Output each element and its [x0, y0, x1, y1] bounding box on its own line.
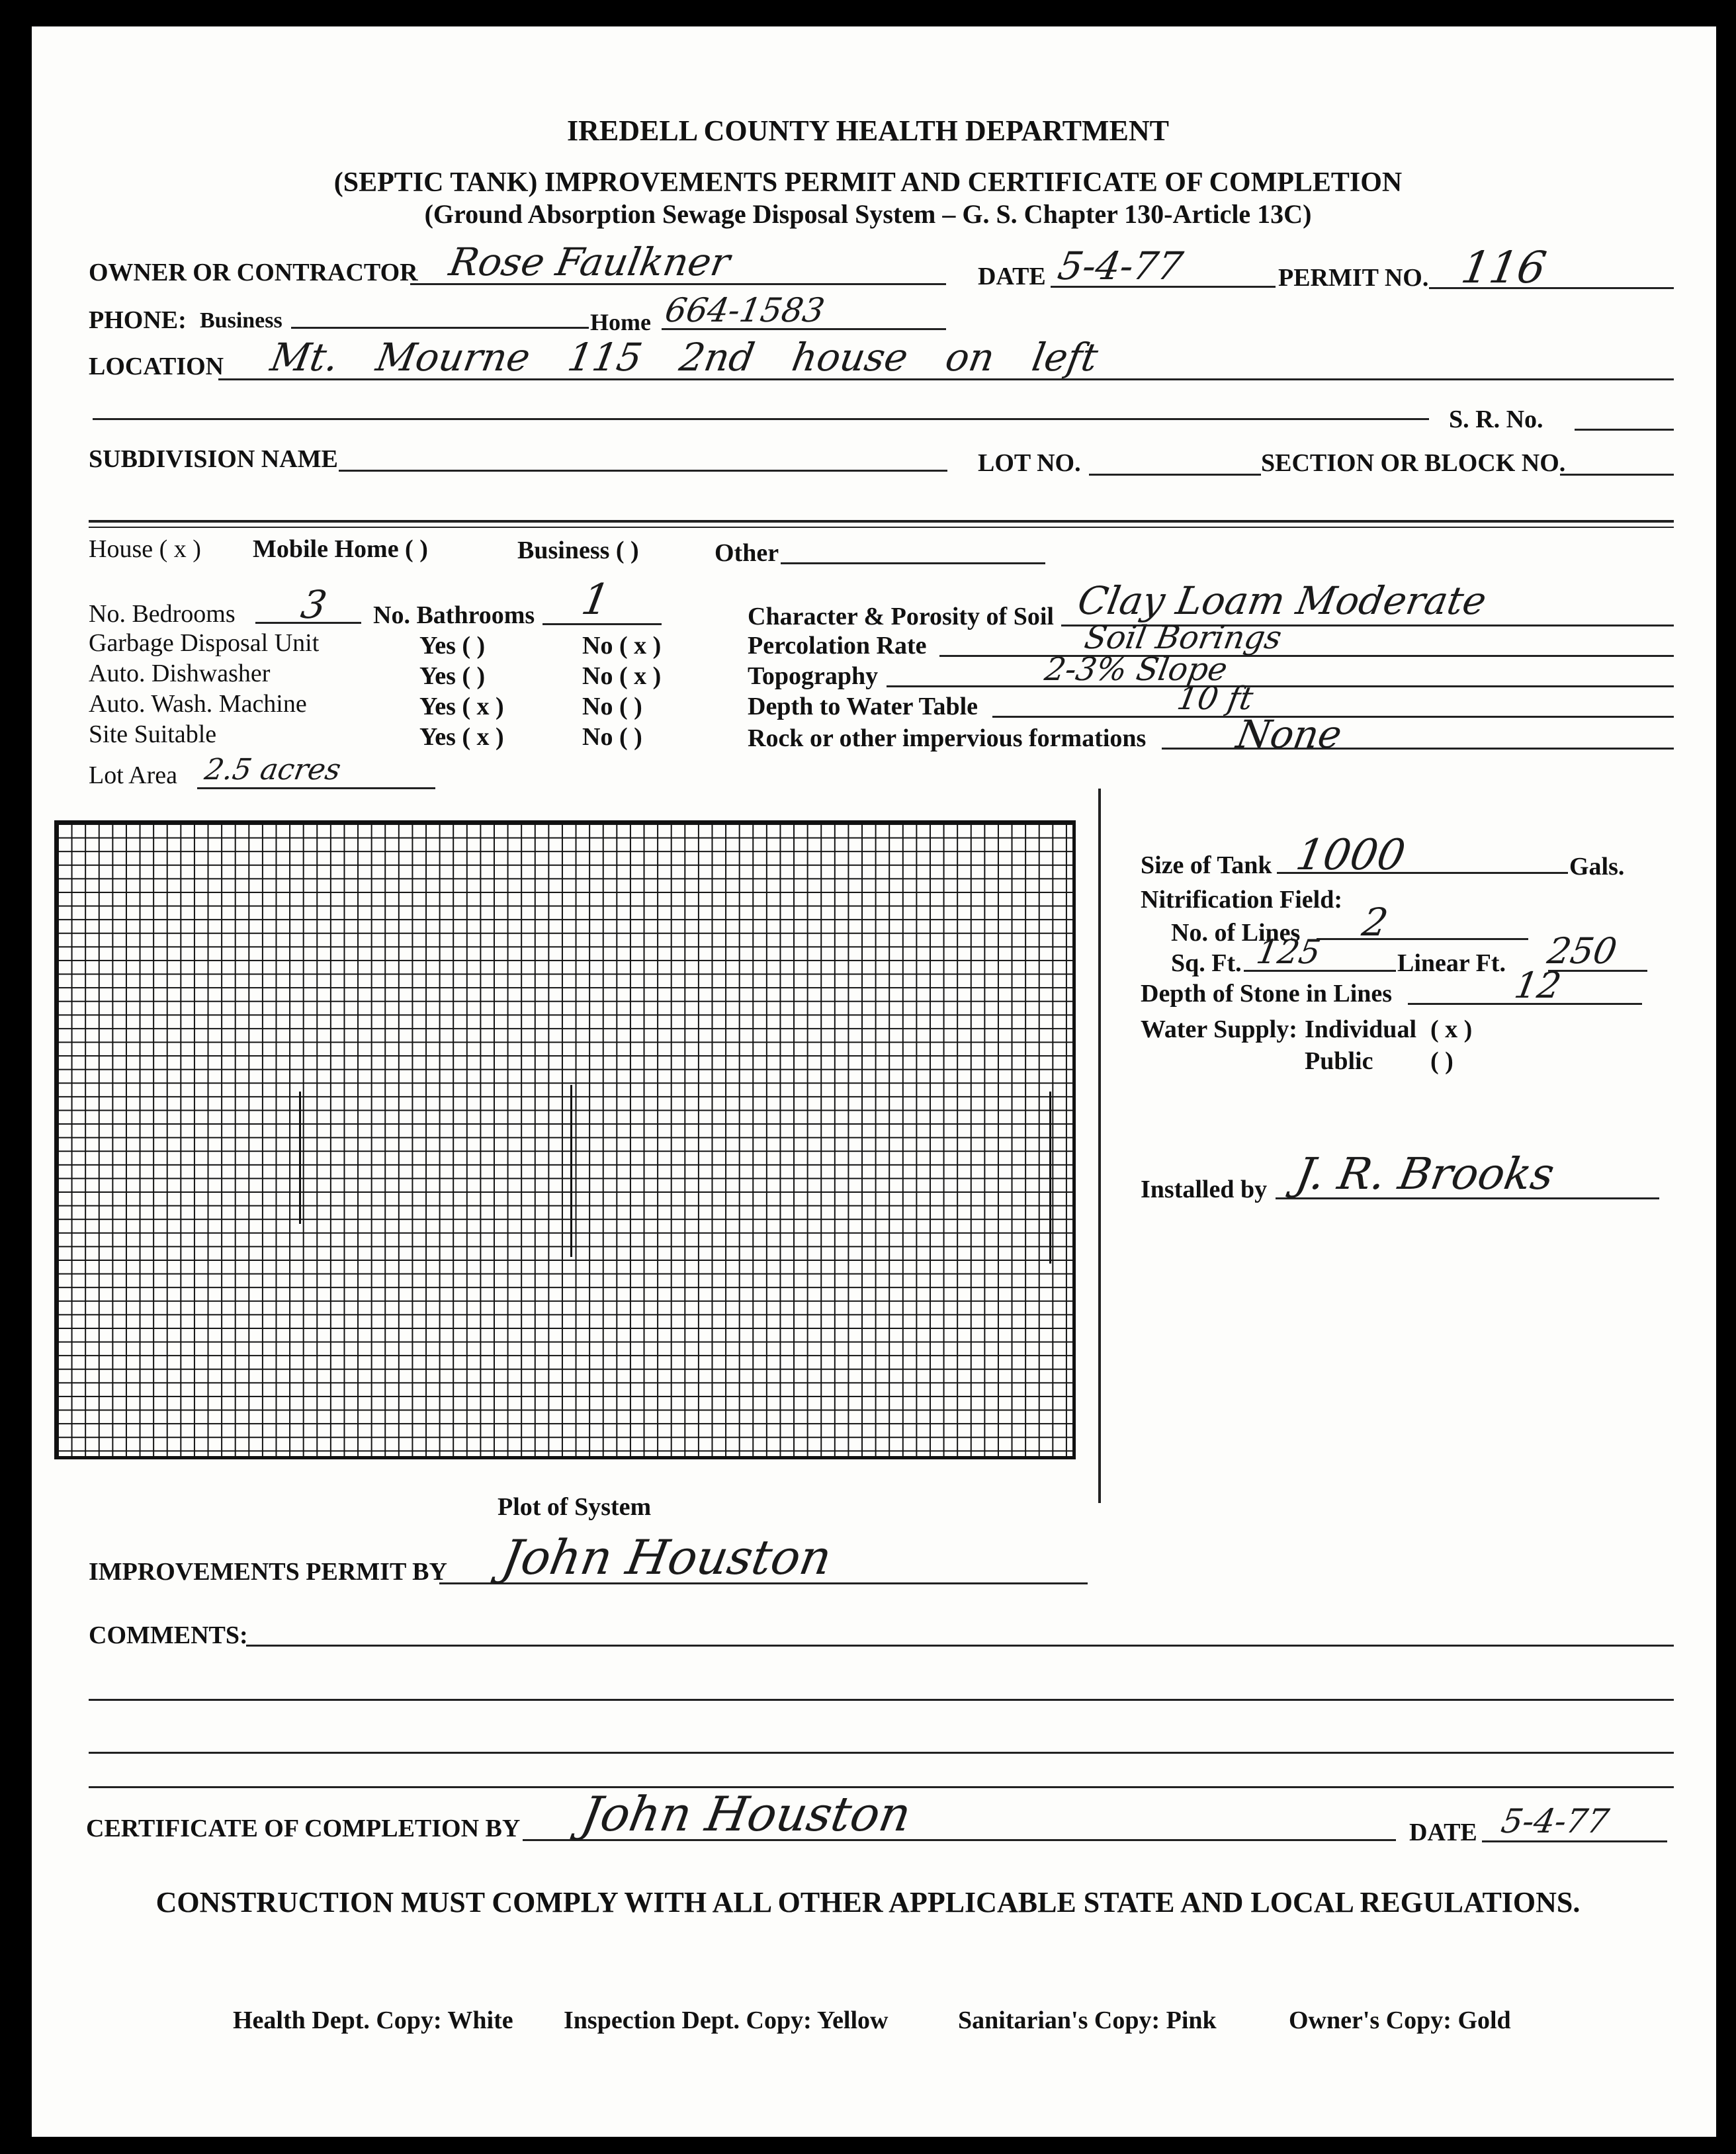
- permit-label: PERMIT NO.: [1278, 264, 1429, 292]
- stone-depth-label: Depth of Stone in Lines: [1141, 980, 1393, 1008]
- plot-grid: [54, 820, 1076, 1459]
- water-table-value: 10 ft: [1174, 680, 1256, 717]
- installed-by-value: J. R. Brooks: [1292, 1148, 1559, 1199]
- owner-value: Rose Faulkner: [446, 239, 734, 284]
- appliance-yes[interactable]: Yes ( ): [419, 632, 486, 660]
- plot-caption: Plot of System: [498, 1493, 652, 1521]
- stone-depth-value: 12: [1511, 965, 1565, 1006]
- bedrooms-label: No. Bedrooms: [89, 600, 236, 628]
- improvements-permit-label: IMPROVEMENTS PERMIT BY: [89, 1558, 447, 1586]
- copy-distribution: Inspection Dept. Copy: Yellow: [564, 2006, 889, 2034]
- rock-value: None: [1233, 712, 1346, 757]
- house-option[interactable]: House ( x ): [89, 535, 201, 563]
- individual-label: Individual: [1305, 1015, 1416, 1043]
- form-title: (SEPTIC TANK) IMPROVEMENTS PERMIT AND CERTIFICATE OF COMPLETION: [333, 167, 1403, 198]
- copy-distribution: Sanitarian's Copy: Pink: [958, 2006, 1217, 2034]
- bathrooms-label: No. Bathrooms: [373, 601, 535, 629]
- certificate-date-line: [1482, 1840, 1667, 1842]
- copy-distribution: Health Dept. Copy: White: [233, 2006, 513, 2034]
- comments-line: [246, 1645, 1674, 1647]
- section-divider: [89, 520, 1674, 523]
- location-label: LOCATION: [89, 353, 224, 380]
- bathrooms-value: 1: [578, 576, 614, 625]
- percolation-value: Soil Borings: [1082, 619, 1285, 656]
- permit-value: 116: [1457, 242, 1550, 293]
- lot-area-label: Lot Area: [89, 761, 178, 789]
- business-option[interactable]: Business ( ): [517, 537, 639, 564]
- appliance-label: Site Suitable: [89, 720, 217, 748]
- appliance-yes[interactable]: Yes ( x ): [419, 693, 504, 720]
- appliance-no[interactable]: No ( ): [582, 723, 642, 751]
- bedrooms-value: 3: [298, 582, 330, 627]
- department-heading: IREDELL COUNTY HEALTH DEPARTMENT: [567, 114, 1169, 147]
- topography-value: 2-3% Slope: [1042, 651, 1231, 688]
- lines-value: 2: [1359, 900, 1391, 945]
- lot-no-line: [1089, 474, 1261, 476]
- lot-no-label: LOT NO.: [978, 449, 1081, 477]
- other-option-label: Other: [715, 539, 779, 567]
- public-checkbox[interactable]: ( ): [1430, 1047, 1454, 1075]
- certificate-date-value: 5-4-77: [1498, 1802, 1612, 1840]
- appliance-label: Auto. Dishwasher: [89, 660, 271, 687]
- linear-ft-label: Linear Ft.: [1397, 949, 1506, 977]
- lot-area-line: [197, 787, 435, 789]
- compliance-notice: CONSTRUCTION MUST COMPLY WITH ALL OTHER APPLICABLE STATE AND LOCAL REGULATIONS.: [155, 1886, 1581, 1918]
- plot-sketch-line: [299, 1092, 301, 1224]
- business-phone-line: [291, 327, 589, 329]
- linear-ft-value: 250: [1544, 930, 1620, 972]
- plot-sketch-line: [570, 1085, 572, 1257]
- appliance-no[interactable]: No ( x ): [582, 662, 662, 690]
- certificate-date-label: DATE: [1409, 1819, 1477, 1846]
- appliance-yes[interactable]: Yes ( ): [419, 662, 486, 690]
- column-divider: [1098, 789, 1101, 1503]
- certificate-signature: John Houston: [577, 1786, 916, 1842]
- percolation-label: Percolation Rate: [748, 632, 927, 660]
- sqft-label: Sq. Ft.: [1171, 949, 1242, 977]
- date-label: DATE: [978, 263, 1046, 290]
- form-subtitle: (Ground Absorption Sewage Disposal System – G. S. Chapter 130-Article 13C): [424, 199, 1312, 229]
- location-value: Mt. Mourne 115 2nd house on left: [267, 335, 1102, 380]
- public-label: Public: [1305, 1047, 1373, 1075]
- appliance-yes[interactable]: Yes ( x ): [419, 723, 504, 751]
- date-value: 5-4-77: [1055, 243, 1186, 288]
- soil-character-label: Character & Porosity of Soil: [748, 603, 1054, 630]
- water-supply-label: Water Supply:: [1141, 1015, 1297, 1043]
- installed-by-label: Installed by: [1141, 1176, 1268, 1203]
- home-phone-label: Home: [590, 309, 651, 335]
- mobile-home-option[interactable]: Mobile Home ( ): [253, 535, 428, 563]
- section-label: SECTION OR BLOCK NO.: [1261, 449, 1566, 477]
- topography-label: Topography: [748, 662, 879, 690]
- appliance-no[interactable]: No ( x ): [582, 632, 662, 660]
- rock-label: Rock or other impervious formations: [748, 724, 1147, 752]
- lines-label: No. of Lines: [1171, 919, 1301, 947]
- appliance-label: Auto. Wash. Machine: [89, 690, 307, 718]
- nitrification-label: Nitrification Field:: [1141, 886, 1342, 914]
- sr-no-line: [1575, 429, 1674, 431]
- improvements-permit-signature: John Houston: [498, 1529, 836, 1585]
- comments-label: COMMENTS:: [89, 1621, 248, 1649]
- comments-line-2: [89, 1699, 1674, 1701]
- appliance-label: Garbage Disposal Unit: [89, 629, 320, 657]
- certificate-label: CERTIFICATE OF COMPLETION BY: [86, 1815, 521, 1842]
- business-phone-label: Business: [200, 308, 282, 333]
- individual-checkbox[interactable]: ( x ): [1430, 1015, 1473, 1043]
- section-line: [1560, 474, 1674, 476]
- location-line-2: [93, 418, 1429, 420]
- copy-distribution: Owner's Copy: Gold: [1289, 2006, 1511, 2034]
- owner-label: OWNER OR CONTRACTOR: [89, 259, 418, 286]
- phone-label: PHONE:: [89, 306, 187, 334]
- section-divider-2: [89, 527, 1674, 528]
- sqft-value: 125: [1253, 933, 1324, 971]
- water-table-label: Depth to Water Table: [748, 693, 978, 720]
- plot-sketch-line: [1049, 1092, 1051, 1264]
- gals-label: Gals.: [1569, 853, 1625, 881]
- appliance-no[interactable]: No ( ): [582, 693, 642, 720]
- lines-line: [1317, 938, 1528, 940]
- topography-line: [887, 685, 1674, 687]
- home-phone-value: 664-1583: [662, 291, 828, 329]
- other-option-line: [781, 562, 1045, 564]
- subdivision-line: [339, 470, 947, 472]
- tank-size-value: 1000: [1292, 831, 1409, 880]
- soil-character-value: Clay Loam Moderate: [1074, 578, 1490, 623]
- subdivision-label: SUBDIVISION NAME: [89, 445, 338, 473]
- comments-line-3: [89, 1752, 1674, 1754]
- lot-area-value: 2.5 acres: [202, 753, 343, 787]
- sr-no-label: S. R. No.: [1449, 406, 1543, 433]
- tank-size-label: Size of Tank: [1141, 851, 1272, 879]
